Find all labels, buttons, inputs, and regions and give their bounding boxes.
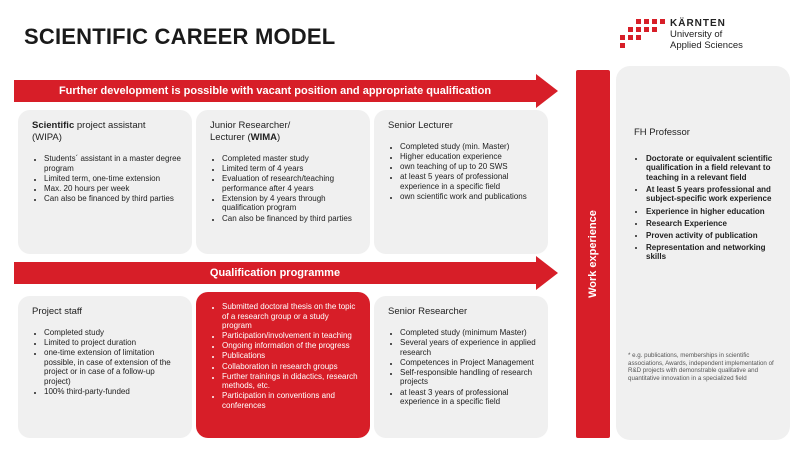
card-title: Junior Researcher/ Lecturer (WIMA): [210, 120, 291, 143]
list-item: • Higher education experience: [400, 152, 538, 162]
list-item: • Experience in higher education: [646, 207, 780, 217]
card-title: FH Professor: [634, 127, 690, 138]
card-list: [634, 154, 780, 262]
card-qualification-programme: [196, 292, 370, 438]
work-experience-label: Work experience: [587, 210, 599, 298]
card-title: Project staff: [32, 306, 82, 317]
list-item: • Proven activity of publication: [646, 231, 780, 241]
list-item: • Submitted doctoral thesis on the topic of a research group or a study program: [222, 302, 360, 331]
list-item: • Completed study (min. Master): [400, 142, 538, 152]
arrow-head-icon: [536, 74, 558, 108]
logo-line2: Applied Sciences: [670, 40, 743, 51]
university-logo: [618, 16, 788, 52]
list-item: • Ongoing information of the progress: [222, 341, 360, 351]
list-item: • Several years of experience in applied research: [400, 338, 538, 357]
list-item: • Participation/involvement in teaching: [222, 331, 360, 341]
card-list: [388, 142, 538, 202]
card-senior-researcher: [374, 296, 548, 438]
list-item: • Can also be financed by third parties: [44, 194, 182, 204]
list-item: • Competences in Project Management: [400, 358, 538, 368]
page-title: SCIENTIFIC CAREER MODEL: [24, 24, 336, 49]
card-title: Scientific project assistant (WIPA): [32, 120, 146, 143]
list-item: • Limited term, one-time extension: [44, 174, 182, 184]
list-item: • Completed study (minimum Master): [400, 328, 538, 338]
list-item: • Doctorate or equivalent scientific qualification in a field relevant to teaching in a relevant field: [646, 154, 780, 183]
card-fh-professor: [616, 66, 790, 440]
list-item: • Limited term of 4 years: [222, 164, 360, 174]
card-junior-researcher: [196, 110, 370, 254]
further-development-arrow: [14, 80, 536, 102]
list-item: • Evaluation of research/teaching performance after 4 years: [222, 174, 360, 193]
list-item: • at least 5 years of professional experience in a specific field: [400, 172, 538, 191]
card-list: [32, 154, 182, 203]
card-list: [210, 154, 360, 223]
list-item: • Students´ assistant in a master degree program: [44, 154, 182, 173]
card-list: [388, 328, 538, 407]
list-item: • Can also be financed by third parties: [222, 214, 360, 224]
list-item: • Limited to project duration: [44, 338, 182, 348]
list-item: • Max. 20 hours per week: [44, 184, 182, 194]
card-senior-lecturer: [374, 110, 548, 254]
list-item: • Extension by 4 years through qualification program: [222, 194, 360, 213]
logo-mark-icon: [618, 19, 666, 49]
card-list: [32, 328, 182, 397]
logo-brand: KÄRNTEN: [670, 18, 726, 29]
qualification-programme-label: Qualification programme: [209, 267, 341, 279]
list-item: • 100% third-party-funded: [44, 387, 182, 397]
list-item: • at least 3 years of professional experience in a specific field: [400, 388, 538, 407]
list-item: • Publications: [222, 351, 360, 361]
card-title: Senior Lecturer: [388, 120, 453, 131]
card-project-staff: [18, 296, 192, 438]
card-list: [210, 302, 360, 411]
list-item: • own teaching of up to 20 SWS: [400, 162, 538, 172]
list-item: • Participation in conventions and conferences: [222, 391, 360, 410]
list-item: • Completed study: [44, 328, 182, 338]
list-item: • Representation and networking skills: [646, 243, 780, 262]
logo-line1: University of: [670, 29, 723, 40]
card-title: Senior Researcher: [388, 306, 468, 317]
list-item: • Completed master study: [222, 154, 360, 164]
list-item: • own scientific work and publications: [400, 192, 538, 202]
list-item: • Self-responsible handling of research projects: [400, 368, 538, 387]
list-item: • Research Experience: [646, 219, 780, 229]
list-item: • Further trainings in didactics, research methods, etc.: [222, 372, 360, 391]
arrow-head-icon: [536, 256, 558, 290]
footnote: * e.g. publications, memberships in scientific associations, Awards, independent implementation of R&D projects with demonstrable qualitative and quantitative innovation in a specialized field: [628, 352, 774, 382]
card-project-assistant: [18, 110, 192, 254]
further-development-label: Further development is possible with vacant position and appropriate qualification: [58, 85, 492, 97]
list-item: • Collaboration in research groups: [222, 362, 360, 372]
qualification-programme-arrow: [14, 262, 536, 284]
list-item: • At least 5 years professional and subject-specific work experience: [646, 185, 780, 204]
list-item: • one-time extension of limitation possible, in case of extension of the project or in case of a follow-up project): [44, 348, 182, 386]
